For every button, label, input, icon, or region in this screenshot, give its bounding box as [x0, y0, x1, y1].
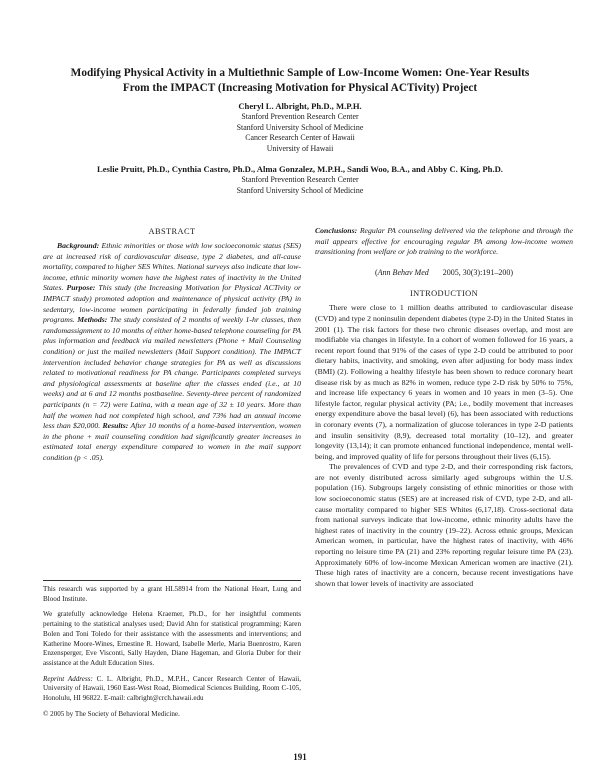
reprint-note	[43, 675, 301, 704]
affiliation-line: Stanford University School of Medicine	[236, 122, 364, 132]
results-text: After 10 months of a home-based intervention, women in the phone + mail counseling condition had significantly greater increases in estimated total energy expenditure compared to women in the mail support condition (p < .05).	[43, 421, 301, 462]
introduction-heading: INTRODUCTION	[409, 289, 479, 299]
abstract-conclusions	[315, 226, 573, 258]
article-title: Modifying Physical Activity in a Multiethnic Sample of Low-Income Women: One-Year Results From the IMPACT (Increasing Motivation for Physical ACTivity) Project	[70, 67, 530, 94]
affiliation-line: Stanford University School of Medicine	[236, 185, 364, 195]
affiliation-line: University of Hawaii	[266, 143, 334, 153]
conclusions-text: Regular PA counseling delivered via the telephone and through the mail appears effective for encouraging regular PA among low-income women transitioning from welfare or job training to the workforce.	[315, 226, 573, 257]
author-names: Leslie Pruitt, Ph.D., Cynthia Castro, Ph.D., Alma Gonzalez, M.P.H., Sandi Woo, B.A., and Abby C. King, Ph.D.	[97, 164, 503, 174]
funding-note: This research was supported by a grant HL58914 from the National Heart, Lung and Blood Institute.	[43, 585, 301, 603]
journal-name: Ann Behav Med	[377, 267, 429, 277]
intro-paragraph-2: The prevalences of CVD and type 2-D, and their corresponding risk factors, are not evenly distributed across similarly aged subgroups within the U.S. population (16). Subgroups largely consisting of ethnic minorities or those with low socioeconomic status (SES) are at increased risk of CVD, type 2-D, and all-cause mortality compared to higher SES Whites (6,17,18). Cross-sectional data from national surveys indicate that low-income, ethnic minority adults have the highest rates of inactivity in the country (19–22). Across ethnic groups, Mexican American women, in particular, have the highest rates of inactivity, with 46% reporting no leisure time PA (21) and 23% reporting regular leisure time PA (23). Approximately 60% of low-income Mexican American women are inactive (21). These high rates of inactivity are a concern, because recent investigations have shown that lower levels of inactivity are associated	[315, 462, 573, 588]
reprint-text: C. L. Albright, Ph.D., M.P.H., Cancer Research Center of Hawaii, University of Hawaii, 1960 East-West Road, Biomedical Sciences Building, Room C-105, Honolulu, HI 96822. E-mail: calbright@crch.hawaii.edu	[43, 674, 301, 703]
abstract-text	[43, 241, 301, 463]
footnotes	[43, 585, 301, 725]
background-text: Ethnic minorities or those with low socioeconomic status (SES) are at increased risk of cardiovascular disease, type 2 diabetes, and all-cause mortality, compared to higher SES Whites. National surveys also indicate that low-income, ethnic minority women have the highest rates of inactivity in the United States.	[43, 241, 302, 293]
affiliation-line: Stanford Prevention Research Center	[241, 112, 359, 121]
author-block-2	[40, 164, 560, 196]
author-name: Cheryl L. Albright, Ph.D., M.P.H.	[238, 101, 362, 111]
intro-paragraph-1: There were close to 1 million deaths attributed to cardiovascular disease (CVD) and type 2 noninsulin dependent diabetes (type 2-D) in the United States in 2001 (1). The risk factors for these two chronic diseases overlap, and most are modifiable via changes in lifestyle. In a cohort of women followed for 16 years, a recent report found that 91% of the cases of type 2-D could be attributed to poor dietary habits, inactivity, and smoking, even after adjusting for body mass index (BMI) (2). Following a healthy lifestyle has been shown to reduce coronary heart disease risk by as much as 82% in women, reduce type 2-D risk by 50% to 75%, and increase life expectancy 6 years in women and 10 years in men (3–5). One lifestyle factor, regular physical activity (PA; i.e., bodily movement that increases energy expenditure above the basal level) (6), has been associated with reductions in coronary events (7), a normalization of glucose tolerances in type 2-D patients and insulin sensitivity (8,9), decreased total mortality (10–12), and greater longevity (13,14); it can promote enhanced functional independence, mental well-being, and improved quality of life for persons throughout their lives (6,15).	[315, 303, 573, 461]
right-column	[315, 226, 573, 589]
citation-paren: (	[375, 267, 378, 277]
background-label: Background:	[57, 241, 100, 250]
results-label: Results:	[102, 421, 129, 431]
acknowledgment-note: We gratefully acknowledge Helena Kraemer, Ph.D., for her insightful comments pertaining to the statistical analyses used; David Ahn for statistical programming; Karen Bolen and Toni Toledo for their assistance with the assessments and interventions; and Katherine Moore-Wines, Ernestine R. Howard, Isabelle Merle, Maria Buenrostro, Karen Enzensperger, Eve Visconti, Sally Hayden, Diane Hageman, and Gloria Duber for their assistance at the Adult Education Sites.	[43, 610, 301, 667]
journal-volume: 2005, 30(3):191–200)	[442, 267, 513, 277]
journal-citation	[315, 268, 573, 279]
author-block-1	[40, 101, 560, 154]
affiliation-line: Stanford Prevention Research Center	[241, 175, 359, 184]
purpose-label: Purpose:	[66, 283, 96, 293]
left-column	[43, 226, 301, 463]
methods-label: Methods:	[77, 315, 108, 325]
reprint-label: Reprint Address:	[43, 674, 93, 683]
page-number: 191	[293, 752, 307, 762]
footnote-divider	[43, 580, 301, 581]
methods-text: The study consisted of 2 months of weekly 1-hr classes, then randomassignment to 10 months of either home-based telephone counseling for PA plus information and feedback via mailed newsletters (Phone + Mail Counseling condition) or just the mailed newsletters (Mail Support condition). The IMPACT intervention included behavior change strategies for PA as well as discussions related to motivational readiness for PA change. Participants completed surveys and physiological assessments at baseline after the classes ended (i.e., at 10 weeks) and at 6 and 12 months postbaseline. Seventy-three percent of randomized participants (n = 72) were Latina, with a mean age of 32 ± 10 years. More than half the women had not completed high school, and 73% had an annual income less than $20,000.	[43, 315, 301, 431]
copyright-note: © 2005 by The Society of Behavioral Medicine.	[43, 709, 180, 718]
abstract-heading: ABSTRACT	[148, 227, 196, 236]
conclusions-label: Conclusions:	[315, 226, 358, 235]
purpose-text: This study (the Increasing Motivation for Physical ACTivity or IMPACT study) promoted adoption and maintenance of physical activity (PA) in sedentary, low-income women participating in federally funded job training programs.	[43, 283, 301, 325]
affiliation-line: Cancer Research Center of Hawaii	[245, 133, 355, 142]
